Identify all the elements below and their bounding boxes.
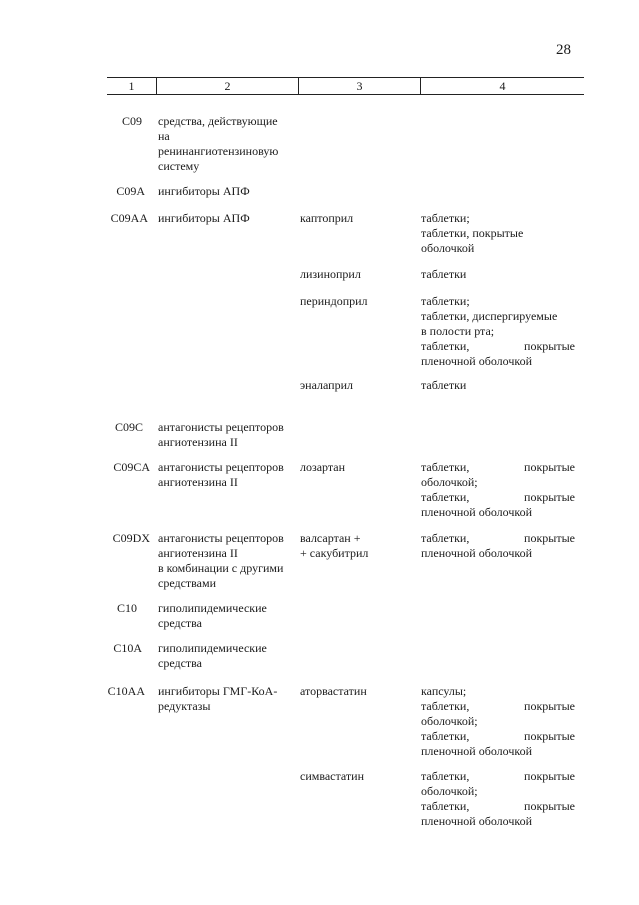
row-code: C10 [116, 601, 137, 615]
group-name-line: антагонисты рецепторов [158, 420, 284, 434]
group-name-line: антагонисты рецепторов [158, 531, 284, 545]
row-drug-name: каптоприл [300, 211, 354, 225]
page-number: 28 [556, 42, 571, 58]
dosage-form-line: таблетки; [421, 294, 470, 308]
dosage-form-line: таблетки, покрытые [421, 490, 575, 504]
dosage-form-line: оболочкой; [421, 784, 478, 798]
table-header [107, 77, 584, 95]
row-group-name [158, 420, 298, 450]
group-name-line: ингибиторы ГМГ-КоА- [158, 684, 278, 698]
dosage-form-line: таблетки [421, 267, 467, 281]
dosage-form-line: капсулы; [421, 684, 467, 698]
group-name-line: гиполипидемические [158, 601, 267, 615]
row-drug-name: лизиноприл [300, 267, 361, 281]
row-group-name [158, 460, 298, 490]
dosage-form-line: оболочкой; [421, 475, 478, 489]
row-code: C10A [113, 641, 142, 655]
group-name-line: антагонисты рецепторов [158, 460, 284, 474]
dosage-form-line: оболочкой; [421, 714, 478, 728]
row-group-name [158, 641, 298, 671]
dosage-form-line: таблетки, покрытые [421, 460, 575, 474]
header-col-3: 3 [356, 79, 363, 93]
dosage-form-line: таблетки, покрытые [421, 799, 575, 813]
row-drug-name: лозартан [300, 460, 346, 474]
dosage-form-line: таблетки, покрытые [421, 699, 575, 713]
header-col-1: 1 [128, 79, 135, 93]
dosage-form-line: таблетки [421, 378, 467, 392]
group-name-line: ингибиторы АПФ [158, 211, 250, 225]
dosage-form-line: пленочной оболочкой [421, 354, 533, 368]
row-dosage-form [421, 211, 575, 256]
group-name-line: средства, действующие [158, 114, 278, 128]
row-dosage-form [421, 378, 575, 393]
row-code: C09DX [112, 531, 150, 545]
dosage-form-line: пленочной оболочкой [421, 744, 533, 758]
row-code: C09A [116, 184, 145, 198]
group-name-line: средства [158, 616, 203, 630]
row-code: C10AA [107, 684, 145, 698]
row-group-name [158, 684, 298, 714]
row-drug-name: аторвастатин [300, 684, 367, 698]
row-code: C09CA [113, 460, 150, 474]
dosage-form-line: пленочной оболочкой [421, 814, 533, 828]
group-name-line: средствами [158, 576, 217, 590]
row-dosage-form [421, 769, 575, 829]
group-name-line: средства [158, 656, 203, 670]
group-name-line: в комбинации с другими [158, 561, 284, 575]
dosage-form-line: таблетки; [421, 211, 470, 225]
dosage-form-line: таблетки, покрытые [421, 769, 575, 783]
row-dosage-form [421, 684, 575, 759]
dosage-form-line: пленочной оболочкой [421, 505, 533, 519]
row-dosage-form [421, 294, 575, 369]
row-drug-name: валсартан + + сакубитрил [300, 531, 369, 560]
dosage-form-line: пленочной оболочкой [421, 546, 533, 560]
group-name-line: гиполипидемические [158, 641, 267, 655]
row-group-name [158, 531, 298, 591]
dosage-form-line: таблетки, диспергируемые [421, 309, 558, 323]
row-dosage-form [421, 267, 575, 282]
row-code: C09C [114, 420, 143, 434]
dosage-form-line: в полости рта; [421, 324, 495, 338]
group-name-line: редуктазы [158, 699, 211, 713]
row-drug-name: симвастатин [300, 769, 364, 783]
group-name-line: ангиотензина II [158, 546, 238, 560]
group-name-line: ренинангиотензиновую [158, 144, 279, 158]
group-name-line: ангиотензина II [158, 435, 238, 449]
row-drug-name: периндоприл [300, 294, 368, 308]
dosage-form-line: оболочкой [421, 241, 475, 255]
dosage-form-line: таблетки, покрытые [421, 531, 575, 545]
row-drug-name: эналаприл [300, 378, 353, 392]
row-code: C09AA [110, 211, 148, 225]
row-dosage-form [421, 531, 575, 561]
dosage-form-line: таблетки, покрытые [421, 729, 575, 743]
group-name-line: систему [158, 159, 200, 173]
group-name-line: ингибиторы АПФ [158, 184, 250, 198]
row-group-name [158, 114, 298, 174]
group-name-line: ангиотензина II [158, 475, 238, 489]
row-dosage-form [421, 460, 575, 520]
dosage-form-line: таблетки, покрытые [421, 226, 524, 240]
header-col-4: 4 [499, 79, 506, 93]
header-col-2: 2 [224, 79, 231, 93]
row-group-name [158, 601, 298, 631]
dosage-form-line: таблетки, покрытые [421, 339, 575, 353]
row-group-name [158, 211, 298, 226]
group-name-line: на [158, 129, 170, 143]
row-code: C09 [121, 114, 142, 128]
row-group-name [158, 184, 298, 199]
